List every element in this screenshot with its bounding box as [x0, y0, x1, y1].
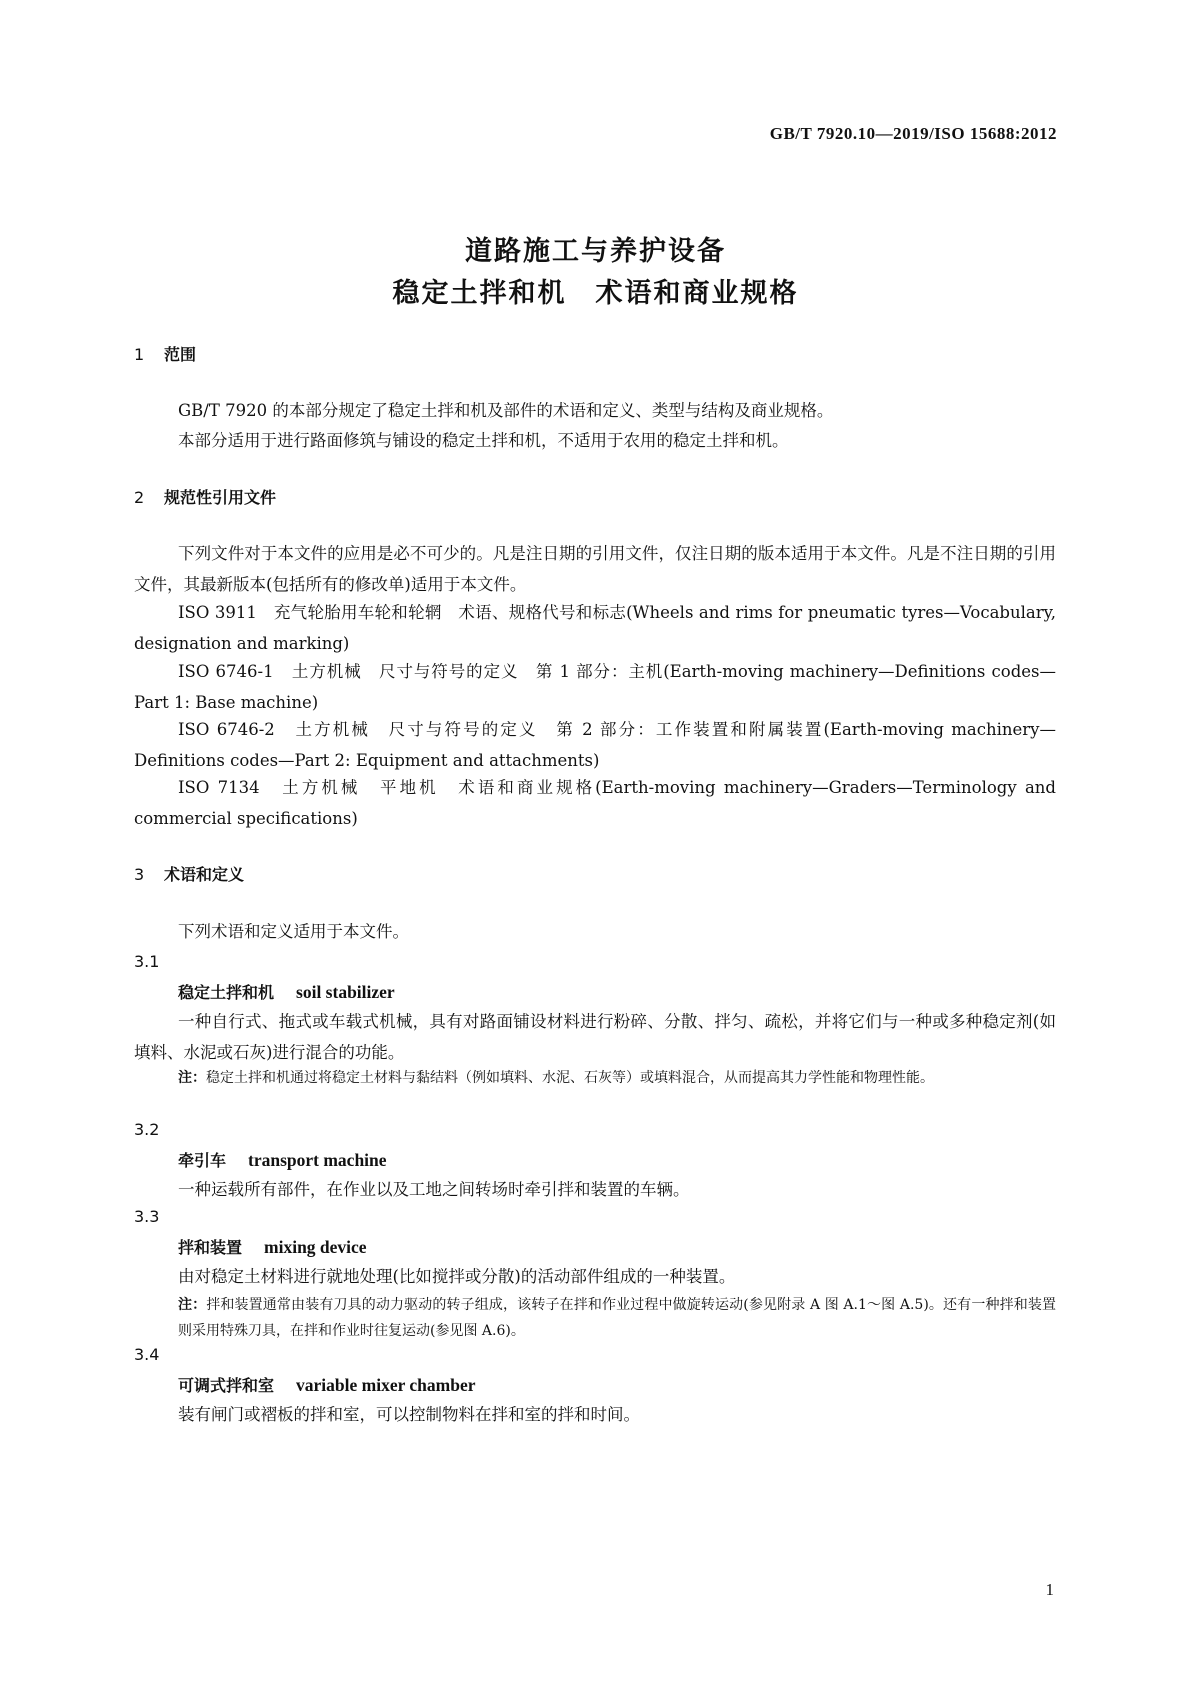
term-heading	[178, 1148, 387, 1171]
term-zh: 稳定土拌和机	[178, 983, 275, 1002]
term-definition: 一种自行式、拖式或车载式机械，具有对路面铺设材料进行粉碎、分散、拌匀、疏松，并将它们与一种或多种稳定剂(如填料、水泥或石灰)进行混合的功能。	[134, 1012, 1056, 1062]
term-en: mixing device	[264, 1237, 367, 1257]
term-zh: 拌和装置	[178, 1238, 243, 1257]
reference-item: ISO 3911 充气轮胎用车轮和轮辋 术语、规格代号和标志(Wheels and rims for pneumatic tyres—Vocabulary, designation and marking)	[134, 603, 1056, 653]
term-zh: 可调式拌和室	[178, 1376, 275, 1395]
document-title-line-2: 稳定土拌和机 术语和商业规格	[392, 278, 799, 309]
note-text: 稳定土拌和机通过将稳定土材料与黏结料（例如填料、水泥、石灰等）或填料混合，从而提高其力学性能和物理性能。	[206, 1070, 934, 1086]
section-2-paragraph: 下列文件对于本文件的应用是必不可少的。凡是注日期的引用文件，仅注日期的版本适用于本文件。凡是不注日期的引用文件，其最新版本(包括所有的修改单)适用于本文件。	[134, 544, 1056, 594]
section-2-heading	[134, 485, 276, 508]
section-1-heading	[134, 342, 196, 365]
section-number: 1	[134, 345, 145, 364]
note-label: 注：	[178, 1297, 207, 1313]
section-title: 规范性引用文件	[164, 488, 277, 507]
section-number: 2	[134, 488, 145, 507]
section-3-heading	[134, 862, 244, 885]
term-number: 3.1	[134, 952, 160, 971]
page-number: 1	[1045, 1580, 1054, 1599]
note-text: 拌和装置通常由装有刀具的动力驱动的转子组成，该转子在拌和作业过程中做旋转运动(参见附录 A 图 A.1～图 A.5)。还有一种拌和装置则采用特殊刀具，在拌和作业时往复运动(参见图 A.6)。	[178, 1297, 1056, 1339]
term-number: 3.4	[134, 1345, 160, 1364]
section-3-intro: 下列术语和定义适用于本文件。	[178, 922, 409, 941]
term-definition: 由对稳定土材料进行就地处理(比如搅拌或分散)的活动部件组成的一种装置。	[178, 1267, 736, 1286]
reference-item: ISO 7134 土方机械 平地机 术语和商业规格(Earth-moving machinery—Graders—Terminology and commercial specifications)	[134, 778, 1056, 828]
term-en: transport machine	[248, 1150, 387, 1170]
reference-item: ISO 6746-1 土方机械 尺寸与符号的定义 第 1 部分：主机(Earth-moving machinery—Definitions codes—Part 1: Base machine)	[134, 662, 1056, 712]
term-zh: 牵引车	[178, 1151, 227, 1170]
term-heading	[178, 1373, 476, 1396]
section-title: 范围	[164, 345, 197, 364]
term-note	[178, 1065, 1056, 1091]
term-note	[178, 1292, 1056, 1344]
standard-code: GB/T 7920.10—2019/ISO 15688:2012	[769, 124, 1057, 143]
document-title-line-1: 道路施工与养护设备	[465, 236, 726, 267]
term-en: soil stabilizer	[296, 982, 395, 1002]
note-label: 注：	[178, 1070, 206, 1086]
reference-item: ISO 6746-2 土方机械 尺寸与符号的定义 第 2 部分：工作装置和附属装置(Earth-moving machinery—Definitions codes—Part 2: Equipment and attachments)	[134, 720, 1056, 770]
term-number: 3.2	[134, 1120, 160, 1139]
term-definition: 装有闸门或褶板的拌和室，可以控制物料在拌和室的拌和时间。	[178, 1405, 640, 1424]
term-heading	[178, 1235, 367, 1258]
section-1-paragraph: 本部分适用于进行路面修筑与铺设的稳定土拌和机，不适用于农用的稳定土拌和机。	[178, 431, 789, 450]
term-heading	[178, 980, 395, 1003]
section-1-paragraph: GB/T 7920 的本部分规定了稳定土拌和机及部件的术语和定义、类型与结构及商业规格。	[178, 401, 834, 420]
term-number: 3.3	[134, 1207, 160, 1226]
term-en: variable mixer chamber	[296, 1375, 476, 1395]
section-title: 术语和定义	[164, 865, 245, 884]
term-definition: 一种运载所有部件，在作业以及工地之间转场时牵引拌和装置的车辆。	[178, 1180, 690, 1199]
section-number: 3	[134, 865, 145, 884]
